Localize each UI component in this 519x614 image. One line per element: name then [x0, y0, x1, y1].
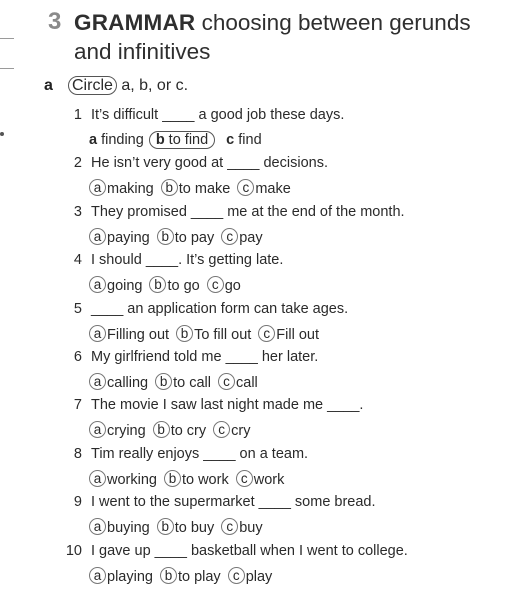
answer-options [89, 276, 248, 294]
option-a[interactable] [89, 276, 142, 294]
question-text: They promised ____ me at the end of the month. [91, 203, 405, 220]
option-text: playing [107, 568, 153, 585]
option-a[interactable] [89, 179, 154, 197]
option-letter-circle[interactable]: b [157, 518, 174, 535]
option-text: crying [107, 423, 146, 440]
question-number: 3 [73, 203, 82, 220]
question-number: 4 [73, 252, 82, 269]
part-letter: a [44, 77, 53, 94]
answer-options [89, 421, 257, 439]
option-letter-circle[interactable]: b [176, 325, 193, 342]
option-letter-circle[interactable]: b [153, 421, 170, 438]
option-letter-circle[interactable]: c [258, 325, 275, 342]
option-c[interactable] [237, 179, 290, 197]
section-title [74, 8, 498, 66]
option-letter-circle[interactable]: c [237, 179, 254, 196]
option-text: play [245, 568, 273, 585]
option-c[interactable] [226, 132, 261, 148]
option-text: making [107, 181, 154, 198]
option-text: to buy [174, 520, 215, 537]
exercise-item [0, 252, 519, 300]
option-letter-circle[interactable]: a [89, 567, 106, 584]
question-number: 7 [73, 397, 82, 414]
instruction [72, 77, 188, 95]
exercise-item [0, 204, 519, 252]
question-text: Tim really enjoys ____ on a team. [91, 445, 309, 462]
option-text: cry [231, 423, 251, 440]
option-text: working [107, 471, 157, 488]
question-text: He isn’t very good at ____ decisions. [91, 155, 328, 172]
option-text: call [236, 375, 258, 391]
option-b[interactable] [157, 518, 215, 536]
instruction-text: a, b, or c. [116, 77, 189, 94]
option-letter-circle[interactable]: a [89, 421, 106, 438]
option-c[interactable] [207, 276, 241, 294]
option-letter-circle[interactable]: a [89, 373, 106, 390]
option-b[interactable] [157, 228, 215, 246]
question-text: The movie I saw last night made me ____. [91, 397, 364, 414]
option-b[interactable] [149, 276, 199, 294]
section-subtitle: choosing between gerunds and infinitives [74, 10, 471, 64]
exercise-item [0, 107, 519, 155]
option-text: to play [177, 568, 221, 585]
section-keyword: GRAMMAR [74, 10, 196, 35]
option-c[interactable] [228, 567, 273, 585]
option-b[interactable] [176, 325, 251, 343]
option-text: to go [167, 278, 200, 295]
option-text: Fill out [276, 326, 320, 343]
question-text: ____ an application form can take ages. [91, 300, 349, 317]
option-text: go [224, 278, 241, 295]
option-c[interactable] [221, 518, 262, 536]
option-letter-circle[interactable]: c [236, 470, 253, 487]
option-text: to call [173, 375, 211, 391]
margin-rule-bottom [0, 68, 14, 69]
exercise-item [0, 349, 519, 397]
option-letter-circle[interactable]: b [160, 567, 177, 584]
option-c[interactable] [218, 373, 258, 391]
option-text: going [107, 278, 143, 295]
instruction-circled-word: Circle [68, 76, 117, 95]
option-text: make [255, 181, 291, 198]
question-number: 5 [73, 300, 82, 317]
option-letter-circle[interactable]: a [89, 325, 106, 342]
exercise-item [0, 397, 519, 445]
option-text: To fill out [194, 326, 252, 343]
option-c[interactable] [213, 421, 250, 439]
question-text: It’s difficult ____ a good job these days. [91, 107, 345, 123]
answer-options [89, 470, 291, 488]
option-letter-circle[interactable]: a [89, 179, 106, 196]
answer-options [89, 567, 279, 585]
option-a[interactable] [89, 421, 146, 439]
answer-options [89, 131, 269, 149]
answer-options [89, 179, 298, 197]
option-a[interactable] [89, 518, 150, 536]
option-letter-circle[interactable]: b [164, 470, 181, 487]
option-text: to find [168, 132, 209, 148]
exercise-item [0, 446, 519, 494]
option-letter-circle[interactable]: a [89, 470, 106, 487]
option-b[interactable] [151, 131, 219, 149]
option-letter-circle[interactable]: c [207, 276, 224, 293]
option-letter-circle[interactable]: c [228, 567, 245, 584]
option-letter-circle[interactable]: b [155, 373, 172, 390]
answer-options [89, 228, 270, 246]
option-text: to pay [174, 229, 215, 246]
question-text: My girlfriend told me ____ her later. [91, 349, 319, 365]
option-text: Filling out [107, 326, 170, 343]
question-number: 2 [73, 155, 82, 172]
example-answer-circle [149, 131, 215, 149]
question-number: 6 [73, 349, 82, 365]
option-b[interactable] [161, 179, 231, 197]
option-b[interactable] [153, 421, 206, 439]
option-letter-circle[interactable]: c [218, 373, 235, 390]
option-a[interactable] [89, 228, 150, 246]
option-text: calling [107, 375, 149, 391]
option-text: to cry [170, 423, 207, 440]
question-text: I should ____. It’s getting late. [91, 252, 284, 269]
option-letter-circle[interactable]: b [149, 276, 166, 293]
option-text: work [253, 471, 285, 488]
answer-options [89, 325, 326, 343]
section-number: 3 [48, 8, 62, 35]
option-letter: c [226, 132, 235, 148]
option-letter-circle[interactable]: a [89, 518, 106, 535]
option-letter: a [89, 132, 98, 148]
option-a[interactable] [89, 373, 148, 391]
option-b[interactable] [160, 567, 221, 585]
option-text: find [238, 132, 262, 148]
option-letter-circle[interactable]: a [89, 276, 106, 293]
margin-rule-top [0, 38, 14, 39]
option-letter-circle[interactable]: c [221, 518, 238, 535]
option-letter-circle[interactable]: b [157, 228, 174, 245]
answer-options [89, 373, 265, 391]
exercise-item [0, 543, 519, 591]
option-a[interactable] [89, 470, 157, 488]
option-text: to make [178, 181, 231, 198]
option-letter: b [155, 132, 165, 148]
option-letter-circle[interactable]: b [161, 179, 178, 196]
option-a[interactable] [89, 325, 169, 343]
option-a[interactable] [89, 567, 153, 585]
option-b[interactable] [155, 373, 211, 391]
exercise-item [0, 494, 519, 542]
option-a[interactable] [89, 132, 144, 148]
option-c[interactable] [221, 228, 262, 246]
question-number: 8 [73, 445, 82, 462]
option-text: buying [107, 520, 150, 537]
question-number: 10 [65, 542, 82, 559]
question-number: 9 [73, 494, 82, 511]
question-text: I gave up ____ basketball when I went to college. [91, 542, 408, 559]
option-text: to work [181, 471, 229, 488]
question-number: 1 [73, 107, 82, 123]
option-letter-circle[interactable]: c [213, 421, 230, 438]
option-c[interactable] [236, 470, 285, 488]
option-b[interactable] [164, 470, 229, 488]
option-text: pay [239, 229, 263, 246]
question-text: I went to the supermarket ____ some bread. [91, 494, 376, 511]
option-text: paying [107, 229, 150, 246]
option-text: finding [101, 132, 144, 148]
option-text: buy [239, 520, 263, 537]
exercise-item [0, 301, 519, 349]
option-letter-circle[interactable]: c [221, 228, 238, 245]
option-c[interactable] [258, 325, 319, 343]
option-letter-circle[interactable]: a [89, 228, 106, 245]
exercise-item [0, 155, 519, 203]
answer-options [89, 518, 270, 536]
